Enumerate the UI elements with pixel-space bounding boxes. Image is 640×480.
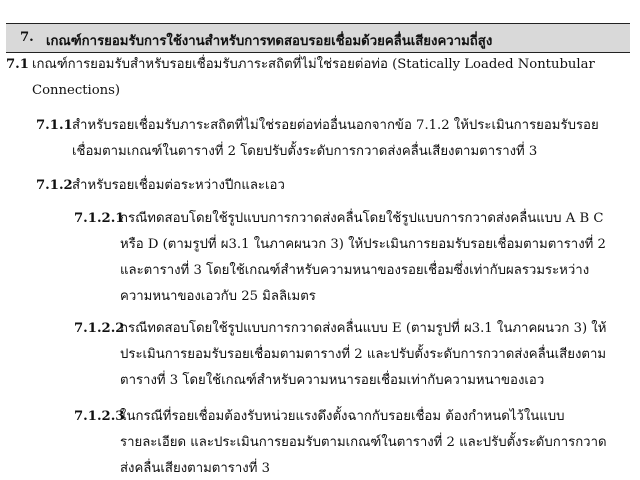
clause-7-1-2-3-number: 7.1.2.3 [74, 409, 125, 424]
clause-7-1-2-3-line-1: ในกรณีที่รอยเชื่อมต้องรับหน่วยแรงดึงตั้งฉากกับรอยเชื่อม ต้องกำหนดไว้ในแบบ [120, 409, 565, 424]
clause-7-1-2-2-line-1: กรณีทดสอบโดยใช้รูปแบบการกวาดส่งคลื่นแบบ E (ตามรูปที่ ผ3.1 ในภาคผนวก 3) ให้ [120, 321, 607, 336]
clause-7-1-2-2-line-3: ตารางที่ 3 โดยใช้เกณฑ์สำหรับความหนารอยเชื่อมเท่ากับความหนาของเอว [120, 373, 545, 388]
clause-7-1-2-line-1: สำหรับรอยเชื่อมต่อระหว่างปีกและเอว [72, 178, 285, 193]
clause-7-1-2-number: 7.1.2 [36, 178, 73, 193]
clause-7-1-2-1-line-4: ความหนาของเอวกับ 25 มิลลิเมตร [120, 289, 316, 304]
clause-7-1-1-line-2: เชื่อมตามเกณฑ์ในตารางที่ 2 โดยปรับตั้งระดับการกวาดส่งคลื่นเสียงตามตารางที่ 3 [72, 144, 538, 159]
section-title: เกณฑ์การยอมรับการใช้งานสำหรับการทดสอบรอยเชื่อมด้วยคลื่นเสียงความถี่สูง [46, 34, 493, 49]
clause-7-1-2-2-number: 7.1.2.2 [74, 321, 125, 336]
clause-7-1-2-3-line-2: รายละเอียด และประเมินการยอมรับตามเกณฑ์ในตารางที่ 2 และปรับตั้งระดับการกวาด [120, 435, 607, 450]
clause-7-1-2-3-line-3: ส่งคลื่นเสียงตามตารางที่ 3 [120, 461, 270, 476]
clause-7-1-1-number: 7.1.1 [36, 118, 73, 133]
clause-7-1-2-1-line-2: หรือ D (ตามรูปที่ ผ3.1 ในภาคผนวก 3) ให้ประเมินการยอมรับรอยเชื่อมตามตารางที่ 2 [120, 237, 606, 252]
clause-7-1-2-1-line-3: และตารางที่ 3 โดยใช้เกณฑ์สำหรับความหนาของรอยเชื่อมซึ่งเท่ากับผลรวมระหว่าง [120, 263, 590, 278]
section-number: 7. [20, 30, 34, 45]
clause-7-1-2-2-line-2: ประเมินการยอมรับรอยเชื่อมตามตารางที่ 2 และปรับตั้งระดับการกวาดส่งคลื่นเสียงตาม [120, 347, 607, 362]
section-header [6, 23, 630, 53]
clause-7-1-1-line-1: สำหรับรอยเชื่อมรับภาระสถิตที่ไม่ใช่รอยต่อท่ออื่นนอกจากข้อ 7.1.2 ให้ประเมินการยอมรับรอย [72, 118, 599, 133]
clause-7-1-line-1: เกณฑ์การยอมรับสำหรับรอยเชื่อมรับภาระสถิตที่ไม่ใช่รอยต่อท่อ (Statically Loaded Nontubular [32, 57, 595, 72]
clause-7-1-number: 7.1 [6, 57, 29, 72]
clause-7-1-2-1-number: 7.1.2.1 [74, 211, 125, 226]
clause-7-1-2-1-line-1: กรณีทดสอบโดยใช้รูปแบบการกวาดส่งคลื่นโดยใช้รูปแบบการกวาดส่งคลื่นแบบ A B C [120, 211, 604, 226]
clause-7-1-line-2: Connections) [32, 83, 121, 98]
